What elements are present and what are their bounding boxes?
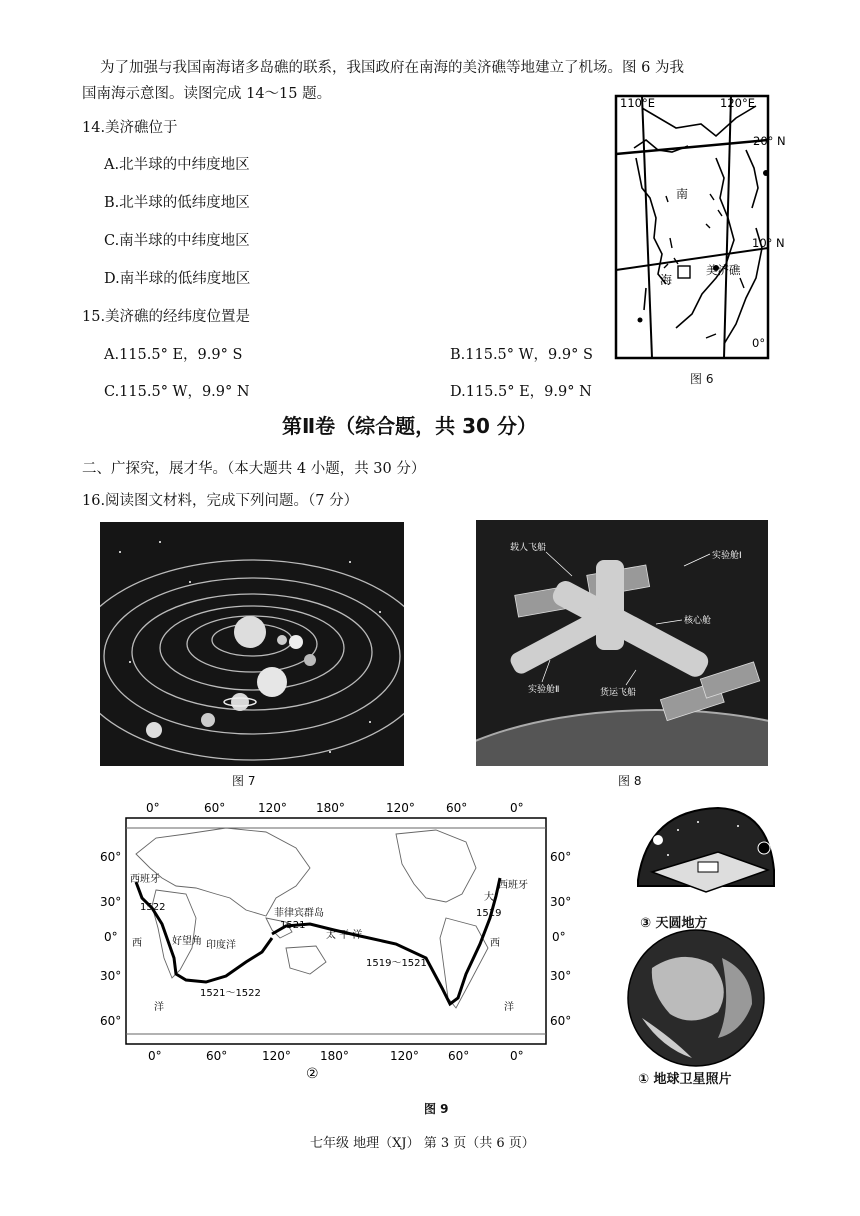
fig9-label-atlantic-yang-left: 洋 (154, 1002, 164, 1013)
fig6-label-hai: 海 (660, 273, 673, 287)
figure-sky-round-earth-square-image (628, 800, 778, 910)
fig9-label-spain-left: 西班牙 (130, 874, 160, 885)
q15-option-c[interactable]: C.115.5° W，9.9° N (104, 384, 250, 400)
intro-line-2: 国南海示意图。读图完成 14～15 题。 (82, 86, 332, 102)
fig9-top-lon-60w: 60° (446, 801, 468, 815)
fig9-right-lat-30s: 30° (550, 969, 572, 983)
fig9-right-lat-30: 30° (550, 895, 572, 909)
question-16-stem: 16.阅读图文材料，完成下列问题。（7 分） (82, 493, 359, 509)
fig9-bottom-lon-0: 0° (148, 1049, 162, 1063)
fig8-label-cargo-ship: 货运飞船 (600, 688, 637, 698)
fig6-lat-10: 10° N (752, 236, 785, 250)
fig9-top-lon-0w: 0° (510, 801, 524, 815)
fig9-label-1521-1522: 1521～1522 (200, 988, 261, 999)
figure-9-caption: 图 9 (424, 1102, 449, 1116)
fig8-label-core-module: 核心舱 (684, 616, 712, 626)
label-sky-round-earth-square: ③ 天圆地方 (640, 916, 708, 931)
fig9-right-lat-0: 0° (552, 930, 566, 944)
figure-earth-satellite-photo (622, 928, 772, 1068)
fig6-label-meiji-reef: 美济礁 (706, 263, 741, 277)
figure-7-solar-system-image (100, 522, 404, 766)
fig9-top-lon-120: 120° (258, 801, 287, 815)
fig9-bottom-lon-120w: 120° (390, 1049, 419, 1063)
figure-8-caption: 图 8 (618, 774, 642, 788)
q15-option-d[interactable]: D.115.5° E，9.9° N (450, 384, 592, 400)
fig9-bottom-lon-0w: 0° (510, 1049, 524, 1063)
fig9-label-good-hope: 好望角 (172, 936, 202, 947)
fig9-top-lon-180: 180° (316, 801, 345, 815)
fig9-top-lon-120w: 120° (386, 801, 415, 815)
fig9-left-lat-0: 0° (104, 930, 118, 944)
q15-option-b[interactable]: B.115.5° W，9.9° S (450, 347, 593, 363)
section-2-subtitle: 二、广探究，展才华。（本大题共 4 小题，共 30 分） (82, 461, 426, 477)
section-2-title: 第Ⅱ卷（综合题，共 30 分） (282, 414, 537, 438)
fig8-label-lab-2: 实验舱Ⅱ (528, 685, 560, 695)
fig9-label-atlantic-xi-right: 西 (490, 938, 500, 949)
fig9-left-lat-30: 30° (100, 895, 122, 909)
fig9-left-lat-60s: 60° (100, 1014, 122, 1028)
fig9-left-lat-30s: 30° (100, 969, 122, 983)
fig9-label-atlantic-da: 大 (484, 892, 494, 903)
fig9-label-1522: 1522 (140, 902, 166, 913)
figure-6-caption: 图 6 (690, 372, 714, 386)
figure-6-south-china-sea-map (606, 88, 790, 364)
fig9-bottom-lon-180: 180° (320, 1049, 349, 1063)
fig8-label-crewed-ship: 载人飞船 (510, 543, 547, 553)
fig8-label-lab-1: 实验舱Ⅰ (712, 551, 742, 561)
figure-8-space-station-image (476, 520, 768, 766)
fig9-label-philippines: 菲律宾群岛 (274, 908, 324, 919)
question-15-stem: 15.美济礁的经纬度位置是 (82, 309, 251, 325)
fig6-lat-20: 20° N (753, 134, 786, 148)
fig9-left-lat-60: 60° (100, 850, 122, 864)
fig9-label-spain-right: 西班牙 (498, 880, 528, 891)
q14-option-a[interactable]: A.北半球的中纬度地区 (104, 157, 250, 173)
fig6-lon-120: 120°E (720, 96, 755, 110)
question-14-stem: 14.美济礁位于 (82, 120, 178, 136)
fig9-top-lon-0: 0° (146, 801, 160, 815)
figure-9-world-route-map (96, 798, 586, 1088)
fig6-label-nan: 南 (676, 187, 689, 201)
q14-option-c[interactable]: C.南半球的中纬度地区 (104, 233, 250, 249)
q14-option-d[interactable]: D.南半球的低纬度地区 (104, 271, 251, 287)
q15-option-a[interactable]: A.115.5° E，9.9° S (104, 347, 243, 363)
page-footer: 七年级 地理（XJ） 第 3 页（共 6 页） (310, 1136, 535, 1151)
fig9-label-atlantic-xi-left: 西 (132, 938, 142, 949)
fig9-top-lon-60: 60° (204, 801, 226, 815)
figure-7-caption: 图 7 (232, 774, 256, 788)
fig9-bottom-lon-60: 60° (206, 1049, 228, 1063)
fig9-bottom-lon-60w: 60° (448, 1049, 470, 1063)
fig9-marker-2: ② (306, 1066, 319, 1082)
fig9-bottom-lon-120: 120° (262, 1049, 291, 1063)
fig9-right-lat-60: 60° (550, 850, 572, 864)
label-earth-satellite-photo: ① 地球卫星照片 (638, 1072, 732, 1087)
intro-line-1: 为了加强与我国南海诸多岛礁的联系，我国政府在南海的美济礁等地建立了机场。图 6 为我 (100, 60, 684, 76)
fig9-label-indian-ocean: 印度洋 (206, 940, 236, 951)
fig9-label-1521: 1521 (280, 920, 306, 931)
fig9-label-1519-1521: 1519～1521 (366, 958, 427, 969)
q14-option-b[interactable]: B.北半球的低纬度地区 (104, 195, 250, 211)
fig6-lon-110: 110°E (620, 96, 655, 110)
fig9-label-1519: 1519 (476, 908, 502, 919)
fig9-label-atlantic-yang-right: 洋 (504, 1002, 514, 1013)
fig9-right-lat-60s: 60° (550, 1014, 572, 1028)
fig6-lat-0: 0° (752, 336, 766, 350)
fig9-label-pacific: 太 平 洋 (326, 930, 363, 941)
